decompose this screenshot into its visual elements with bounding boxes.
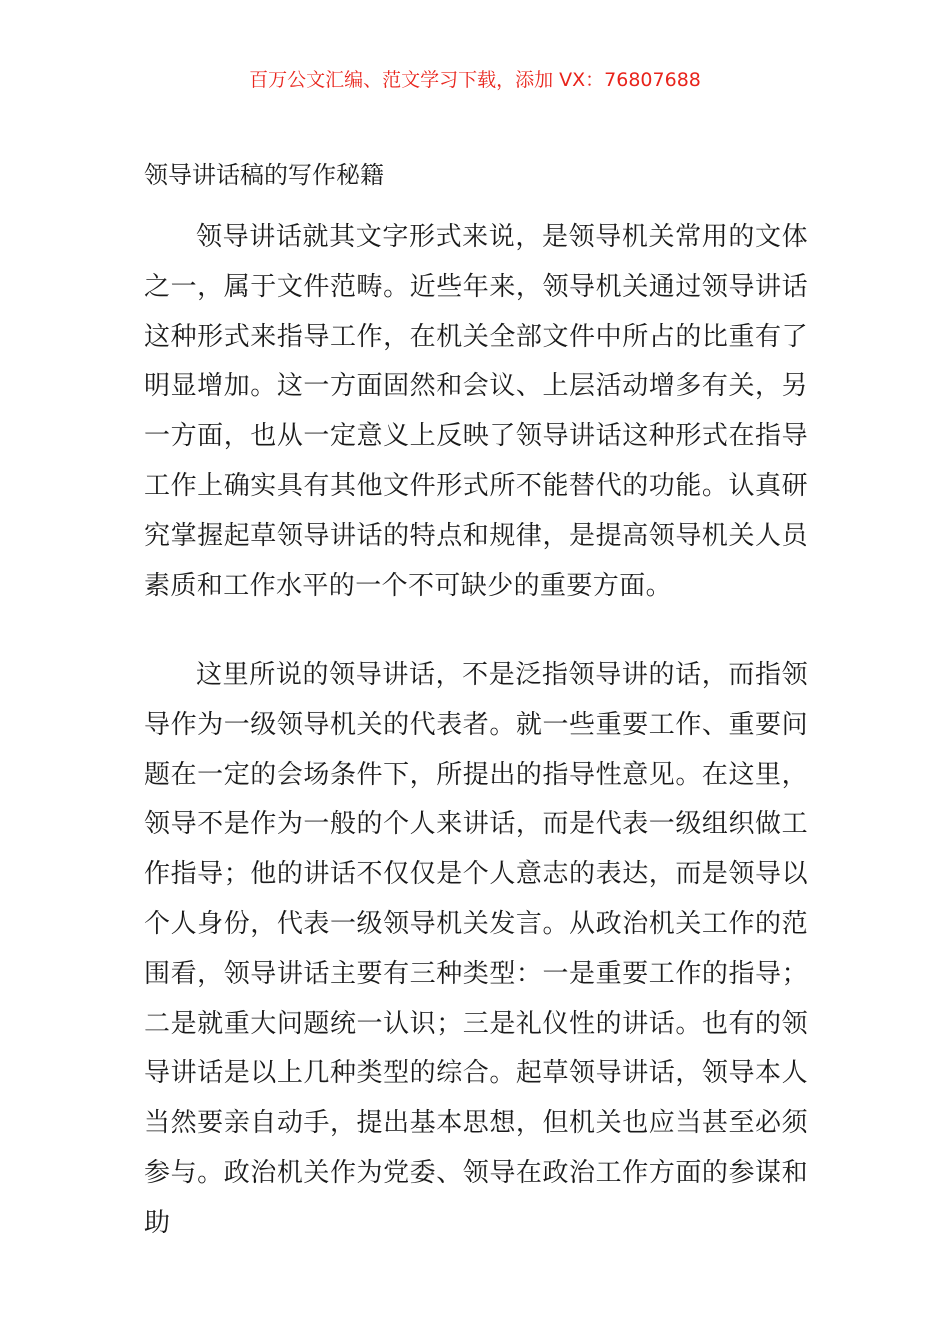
document-title: 领导讲话稿的写作秘籍 <box>144 161 384 189</box>
paragraph-2: 这里所说的领导讲话，不是泛指领导讲的话，而指领导作为一级领导机关的代表者。就一些重要工作、重要问题在一定的会场条件下，所提出的指导性意见。在这里，领导不是作为一般的个人来讲话，而是代表一级组织做工作指导；他的讲话不仅仅是个人意志的表达，而是领导以个人身份，代表一级领导机关发言。从政治机关工作的范围看，领导讲话主要有三种类型：一是重要工作的指导；二是就重大问题统一认识；三是礼仪性的讲话。也有的领导讲话是以上几种类型的综合。起草领导讲话，领导本人当然要亲自动手，提出基本思想，但机关也应当甚至必须参与。政治机关作为党委、领导在政治工作方面的参谋和助 <box>144 660 808 1238</box>
paragraph-1: 领导讲话就其文字形式来说，是领导机关常用的文体之一，属于文件范畴。近些年来，领导机关通过领导讲话这种形式来指导工作，在机关全部文件中所占的比重有了明显增加。这一方面固然和会议、上层活动增多有关，另一方面，也从一定意义上反映了领导讲话这种形式在指导工作上确实具有其他文件形式所不能替代的功能。认真研究掌握起草领导讲话的特点和规律，是提高领导机关人员素质和工作水平的一个不可缺少的重要方面。 <box>144 222 808 601</box>
header-banner: 百万公文汇编、范文学习下载，添加 VX：76807688 <box>249 69 701 91</box>
